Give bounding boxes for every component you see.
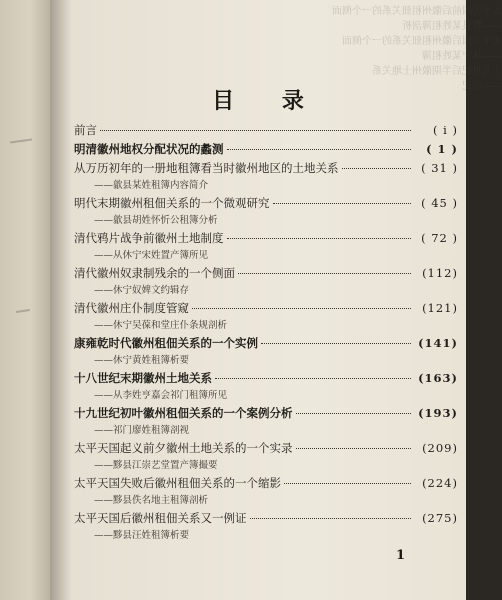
entry-title: 清代徽州庄仆制度管窥	[74, 301, 189, 315]
entry-title: 清代鸦片战争前徽州土地制度	[74, 231, 224, 245]
toc-entry[interactable]	[74, 405, 458, 440]
entry-page: (141)	[418, 336, 458, 350]
entry-page: ( i )	[433, 123, 458, 137]
toc-entry[interactable]	[74, 510, 458, 545]
dot-leader	[215, 378, 411, 379]
entry-page: (112)	[422, 266, 458, 280]
entry-page: ( 31 )	[421, 161, 458, 175]
entry-page: (163)	[418, 371, 458, 385]
dot-leader	[192, 308, 411, 309]
entry-line	[74, 160, 458, 179]
entry-subtitle: ——祁门廖姓租簿剖视	[94, 425, 190, 436]
entry-subtitle: ——休宁黄姓租簿析要	[94, 355, 190, 366]
toc-entry[interactable]	[74, 335, 458, 370]
entry-page: (275)	[422, 511, 458, 525]
entry-subtitle: ——歙县某姓租簿内容简介	[94, 180, 209, 191]
toc-title: 目 录	[212, 88, 324, 114]
entry-subtitle: ——黟县汪姓租簿析要	[94, 530, 190, 541]
entry-title: 清代徽州奴隶制残余的一个侧面	[74, 266, 235, 280]
page-number: 1	[396, 548, 406, 563]
facing-page	[0, 0, 50, 600]
entry-page: ( 72 )	[421, 231, 458, 245]
entry-title: 前言	[74, 123, 97, 137]
toc-entry[interactable]	[74, 230, 458, 265]
toc-entry[interactable]	[74, 195, 458, 230]
entry-title: 太平天国起义前夕徽州土地关系的一个实录	[74, 441, 293, 455]
entry-line	[74, 475, 458, 494]
entry-line	[74, 440, 458, 459]
entry-page: ( 1 )	[426, 142, 458, 156]
entry-line	[74, 230, 458, 249]
toc-entry[interactable]	[74, 370, 458, 405]
dot-leader	[296, 413, 412, 414]
entry-line	[74, 370, 458, 389]
toc-entry[interactable]	[74, 141, 458, 160]
toc-entry[interactable]	[74, 265, 458, 300]
toc-entry[interactable]	[74, 440, 458, 475]
entry-title: 太平天国失败后徽州租佃关系的一个缩影	[74, 476, 281, 490]
entry-line	[74, 510, 458, 529]
dot-leader	[227, 238, 412, 239]
pencil-mark	[16, 309, 30, 313]
entry-title: 太平天国后徽州租佃关系又一例证	[74, 511, 247, 525]
show-through-text: 太平天国前后徽州租佃关系的一个侧面 ——黟县某姓租簿剖析 太平天国后徽州租佃关系的一个侧面 ——休宁某姓租簿 十九世纪后半期徽州土地关系 ——后记	[332, 6, 502, 92]
entry-title: 明清徽州地权分配状况的蠡测	[74, 142, 224, 156]
entry-subtitle: ——从休宁宋姓置产簿所见	[94, 250, 209, 261]
toc-entry[interactable]	[74, 160, 458, 195]
entry-title: 十九世纪初叶徽州租佃关系的一个案例分析	[74, 406, 293, 420]
entry-subtitle: ——从李姓亨嘉会祁门租簿所见	[94, 390, 228, 401]
entry-line	[74, 265, 458, 284]
dot-leader	[250, 518, 412, 519]
entry-line	[74, 405, 458, 424]
dot-leader	[261, 343, 411, 344]
entry-page: (193)	[418, 406, 458, 420]
entry-page: (209)	[422, 441, 458, 455]
entry-subtitle: ——歙县胡姓怀忻公租簿分析	[94, 215, 218, 226]
entry-subtitle: ——休宁奴婢文约辑存	[94, 285, 190, 296]
entry-line	[74, 335, 458, 354]
entry-page: ( 45 )	[421, 196, 458, 210]
dot-leader	[342, 168, 412, 169]
toc-entry[interactable]	[74, 122, 458, 141]
dot-leader	[227, 149, 412, 150]
toc-list	[74, 122, 458, 545]
toc-entry[interactable]	[74, 475, 458, 510]
entry-line	[74, 141, 458, 160]
toc-entry[interactable]	[74, 300, 458, 335]
entry-line	[74, 122, 458, 141]
entry-line	[74, 300, 458, 319]
entry-title: 从万历初年的一册地租簿看当时徽州地区的土地关系	[74, 161, 339, 175]
entry-line	[74, 195, 458, 214]
entry-subtitle: ——休宁吴葆和堂庄仆条规剖析	[94, 320, 228, 331]
entry-title: 康雍乾时代徽州租佃关系的一个实例	[74, 336, 258, 350]
entry-title: 明代末期徽州租佃关系的一个微观研究	[74, 196, 270, 210]
dot-leader	[273, 203, 412, 204]
dot-leader	[296, 448, 412, 449]
entry-page: (224)	[422, 476, 458, 490]
entry-subtitle: ——黟县佚名地主租簿剖析	[94, 495, 209, 506]
entry-page: (121)	[422, 301, 458, 315]
dot-leader	[284, 483, 411, 484]
entry-subtitle: ——黟县江崇艺堂置产簿撮要	[94, 460, 218, 471]
entry-title: 十八世纪末期徽州土地关系	[74, 371, 212, 385]
dot-leader	[238, 273, 411, 274]
pencil-mark	[10, 138, 32, 143]
dot-leader	[100, 130, 411, 131]
